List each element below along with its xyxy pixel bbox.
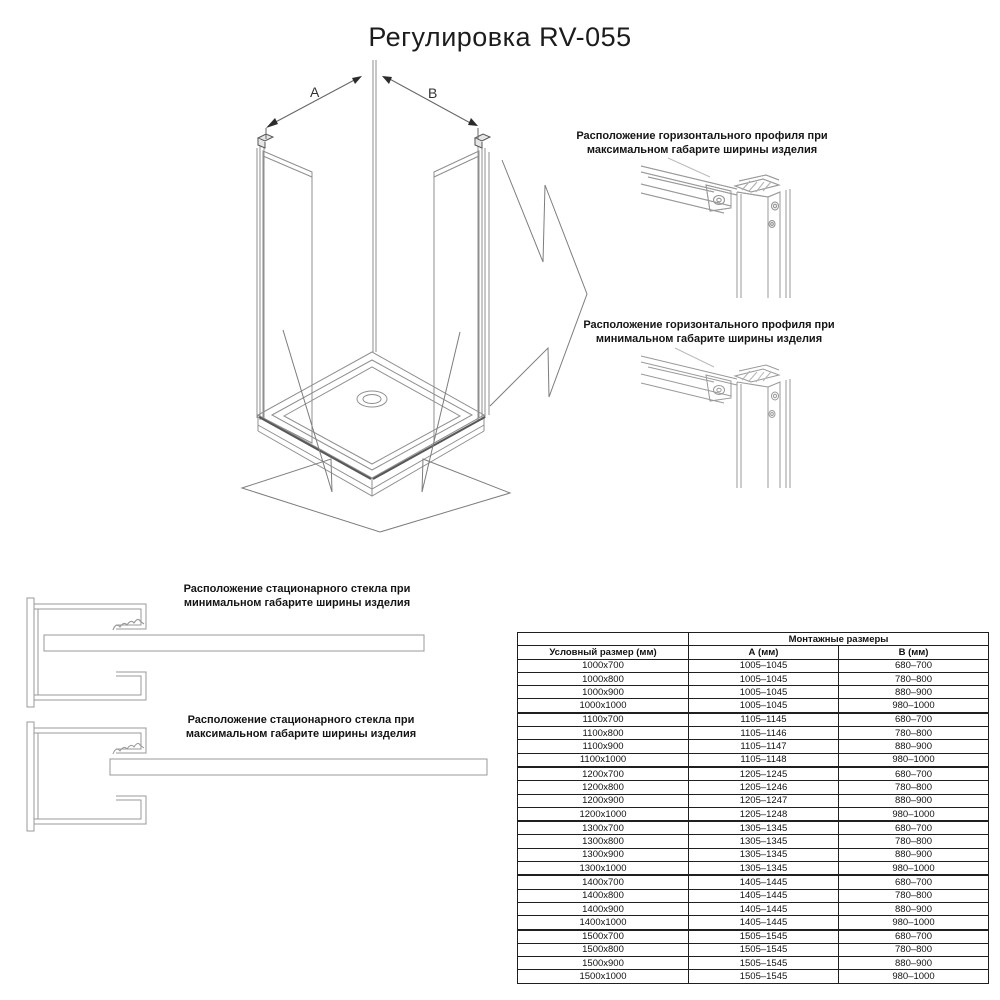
table-row — [518, 794, 989, 807]
table-row — [518, 781, 989, 794]
callout-glass-max — [176, 714, 426, 741]
table-cell: 1000x900 — [518, 686, 689, 699]
dimensions-table — [517, 632, 989, 984]
shower-enclosure-isometric — [257, 60, 490, 496]
table-cell: 1005–1045 — [689, 699, 839, 713]
page-title: Регулировка RV-055 — [368, 22, 632, 52]
table-cell: 1205–1246 — [689, 781, 839, 794]
callout-profile-max-line1: Расположение горизонтального профиля при — [576, 130, 828, 142]
table-cell: 1205–1248 — [689, 807, 839, 821]
callout-profile-min — [580, 319, 838, 346]
table-cell: 1500x900 — [518, 957, 689, 970]
table-cell: 780–800 — [839, 672, 989, 685]
table-cell: 1005–1045 — [689, 672, 839, 685]
table-row — [518, 672, 989, 685]
table-cell: 1200x700 — [518, 767, 689, 781]
table-cell: 680–700 — [839, 767, 989, 781]
profile-detail-min — [641, 356, 790, 488]
table-cell: 680–700 — [839, 930, 989, 944]
table-cell: 1400x1000 — [518, 916, 689, 930]
callout-glass-max-line2: максимальном габарите ширины изделия — [185, 727, 417, 740]
table-cell: 880–900 — [839, 740, 989, 753]
table-cell: 1305–1345 — [689, 835, 839, 848]
table-cell: 1300x1000 — [518, 862, 689, 876]
column-header-b: В (мм) — [839, 646, 989, 659]
table-cell: 780–800 — [839, 889, 989, 902]
dimension-a-label: A — [310, 84, 320, 100]
table-cell: 1400x900 — [518, 902, 689, 915]
table-row — [518, 713, 989, 727]
table-row — [518, 659, 989, 672]
profile-detail-max — [641, 166, 790, 298]
table-cell: 980–1000 — [839, 970, 989, 983]
table-cell: 980–1000 — [839, 753, 989, 767]
table-cell: 680–700 — [839, 875, 989, 889]
table-cell: 1100x1000 — [518, 753, 689, 767]
table-cell: 1400x700 — [518, 875, 689, 889]
table-row — [518, 686, 989, 699]
column-header-a: А (мм) — [689, 646, 839, 659]
table-cell: 1505–1545 — [689, 970, 839, 983]
table-cell: 1505–1545 — [689, 943, 839, 956]
table-row — [518, 767, 989, 781]
table-cell: 1305–1345 — [689, 848, 839, 861]
table-cell: 980–1000 — [839, 699, 989, 713]
table-cell: 1405–1445 — [689, 875, 839, 889]
table-cell: 1005–1045 — [689, 686, 839, 699]
table-cell: 1105–1146 — [689, 727, 839, 740]
table-cell: 1500x700 — [518, 930, 689, 944]
table-cell: 1200x800 — [518, 781, 689, 794]
table-cell: 1500x1000 — [518, 970, 689, 983]
table-row — [518, 835, 989, 848]
dimensions-table-container — [517, 632, 988, 984]
table-cell: 1405–1445 — [689, 916, 839, 930]
table-cell: 780–800 — [839, 943, 989, 956]
dimension-b-label: B — [428, 85, 438, 101]
table-cell: 1200x1000 — [518, 807, 689, 821]
table-cell: 1300x900 — [518, 848, 689, 861]
table-row — [518, 943, 989, 956]
table-cell: 1305–1345 — [689, 821, 839, 835]
table-row — [518, 970, 989, 983]
table-body — [518, 659, 989, 983]
table-cell: 1100x700 — [518, 713, 689, 727]
table-cell: 880–900 — [839, 686, 989, 699]
table-blank-cell — [518, 633, 689, 646]
table-cell: 1405–1445 — [689, 889, 839, 902]
table-cell: 1505–1545 — [689, 957, 839, 970]
table-row — [518, 916, 989, 930]
glass-pane-max — [110, 759, 487, 775]
callout-glass-max-line1: Расположение стационарного стекла при — [187, 714, 415, 726]
table-cell: 1300x800 — [518, 835, 689, 848]
table-cell: 1005–1045 — [689, 659, 839, 672]
table-cell: 1205–1245 — [689, 767, 839, 781]
table-cell: 680–700 — [839, 821, 989, 835]
table-cell: 980–1000 — [839, 916, 989, 930]
table-cell: 780–800 — [839, 835, 989, 848]
glass-pane-min — [44, 635, 424, 651]
table-cell: 680–700 — [839, 713, 989, 727]
callout-profile-max-line2: максимальном габарите ширины изделия — [586, 143, 818, 156]
table-cell: 780–800 — [839, 781, 989, 794]
table-cell: 780–800 — [839, 727, 989, 740]
arrow-to-details-icon — [490, 160, 587, 406]
table-cell: 1105–1148 — [689, 753, 839, 767]
table-row — [518, 727, 989, 740]
post-cap-right — [475, 134, 490, 148]
table-group-header: Монтажные размеры — [689, 633, 989, 646]
dimension-a — [266, 76, 362, 139]
callout-profile-min-line2: минимальном габарите ширины изделия — [595, 332, 823, 345]
table-cell: 1000x700 — [518, 659, 689, 672]
table-cell: 1105–1147 — [689, 740, 839, 753]
callout-profile-min-line1: Расположение горизонтального профиля при — [583, 319, 835, 331]
table-row — [518, 740, 989, 753]
table-row — [518, 930, 989, 944]
table-cell: 1100x900 — [518, 740, 689, 753]
table-cell: 1105–1145 — [689, 713, 839, 727]
table-cell: 880–900 — [839, 902, 989, 915]
leader-line-min — [675, 348, 714, 367]
table-cell: 980–1000 — [839, 807, 989, 821]
table-group-header-row — [518, 633, 989, 646]
drain — [357, 391, 387, 407]
dimension-b — [382, 76, 478, 139]
table-cell: 880–900 — [839, 848, 989, 861]
table-row — [518, 889, 989, 902]
table-cell: 1000x1000 — [518, 699, 689, 713]
table-row — [518, 957, 989, 970]
table-row — [518, 699, 989, 713]
table-cell: 1000x800 — [518, 672, 689, 685]
arrow-down-icon — [242, 330, 510, 532]
table-cell: 1405–1445 — [689, 902, 839, 915]
table-row — [518, 902, 989, 915]
callout-glass-min — [172, 583, 422, 610]
table-cell: 1505–1545 — [689, 930, 839, 944]
table-cell: 680–700 — [839, 659, 989, 672]
table-row — [518, 807, 989, 821]
table-header-row — [518, 646, 989, 659]
table-cell: 980–1000 — [839, 862, 989, 876]
table-row — [518, 848, 989, 861]
table-row — [518, 821, 989, 835]
table-cell: 1100x800 — [518, 727, 689, 740]
table-cell: 1500x800 — [518, 943, 689, 956]
table-cell: 1305–1345 — [689, 862, 839, 876]
table-row — [518, 875, 989, 889]
table-row — [518, 753, 989, 767]
callout-glass-min-line1: Расположение стационарного стекла при — [183, 583, 411, 595]
table-cell: 1300x700 — [518, 821, 689, 835]
column-header-size: Условный размер (мм) — [518, 646, 689, 659]
table-cell: 1400x800 — [518, 889, 689, 902]
table-cell: 1205–1247 — [689, 794, 839, 807]
table-cell: 1200x900 — [518, 794, 689, 807]
table-row — [518, 862, 989, 876]
callout-profile-max — [573, 130, 831, 157]
table-cell: 880–900 — [839, 794, 989, 807]
glass-section-min — [27, 598, 424, 707]
table-cell: 880–900 — [839, 957, 989, 970]
callout-glass-min-line2: минимальном габарите ширины изделия — [183, 596, 411, 609]
